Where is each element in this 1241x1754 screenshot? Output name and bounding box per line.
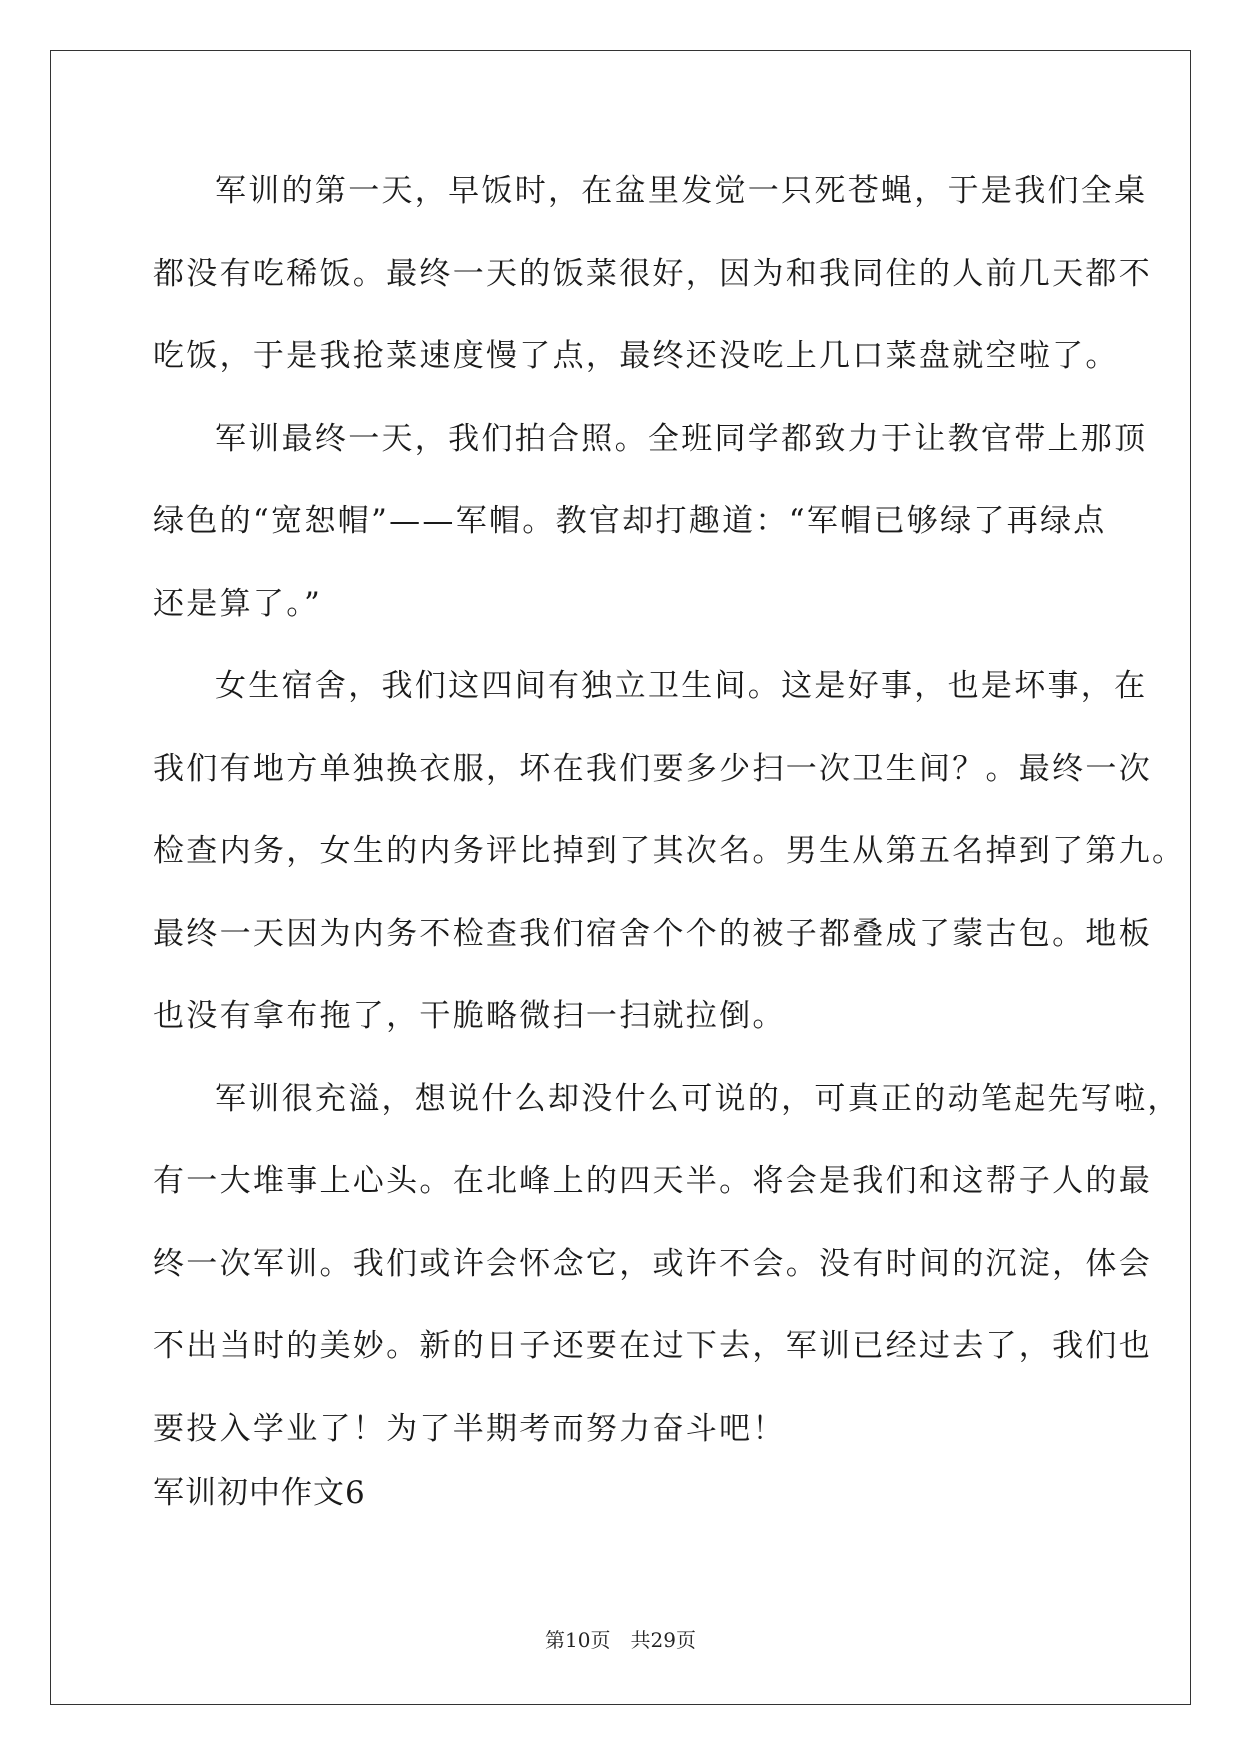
paragraph-line: 我们有地方单独换衣服，坏在我们要多少扫一次卫生间？。最终一次 (153, 750, 1152, 787)
paragraph-line: 军训最终一天，我们拍合照。全班同学都致力于让教官带上那顶 (215, 420, 1148, 457)
section-heading: 军训初中作文6 (153, 1475, 366, 1511)
page-number-footer: 第10页 共29页 (545, 1628, 696, 1652)
paragraph-line: 也没有拿布拖了，干脆略微扫一扫就拉倒。 (153, 998, 786, 1034)
paragraph-line: 绿色的“宽恕帽”——军帽。教官却打趣道：“军帽已够绿了再绿点 (153, 503, 1107, 539)
paragraph-line: 最终一天因为内务不检查我们宿舍个个的被子都叠成了蒙古包。地板 (153, 915, 1152, 952)
paragraph-line: 不出当时的美妙。新的日子还要在过下去，军训已经过去了，我们也 (153, 1328, 1152, 1364)
paragraph-line: 女生宿舍，我们这四间有独立卫生间。这是好事，也是坏事，在 (215, 668, 1148, 704)
paragraph-line: 有一大堆事上心头。在北峰上的四天半。将会是我们和这帮子人的最 (153, 1163, 1152, 1199)
paragraph-line: 军训的第一天，早饭时，在盆里发觉一只死苍蝇，于是我们全桌 (215, 173, 1148, 209)
paragraph-line: 军训很充溢，想说什么却没什么可说的，可真正的动笔起先写啦， (215, 1080, 1181, 1117)
paragraph-line: 还是算了。” (153, 585, 323, 622)
document-body (153, 158, 1186, 1478)
paragraph-line: 吃饭，于是我抢菜速度慢了点，最终还没吃上几口菜盘就空啦了。 (153, 338, 1119, 374)
paragraph-line: 检查内务，女生的内务评比掉到了其次名。男生从第五名掉到了第九。 (153, 833, 1186, 869)
paragraph-line: 要投入学业了！为了半期考而努力奋斗吧！ (153, 1410, 786, 1447)
paragraph-line: 都没有吃稀饭。最终一天的饭菜很好，因为和我同住的人前几天都不 (153, 255, 1152, 292)
paragraph-line: 终一次军训。我们或许会怀念它，或许不会。没有时间的沉淀，体会 (153, 1245, 1152, 1282)
